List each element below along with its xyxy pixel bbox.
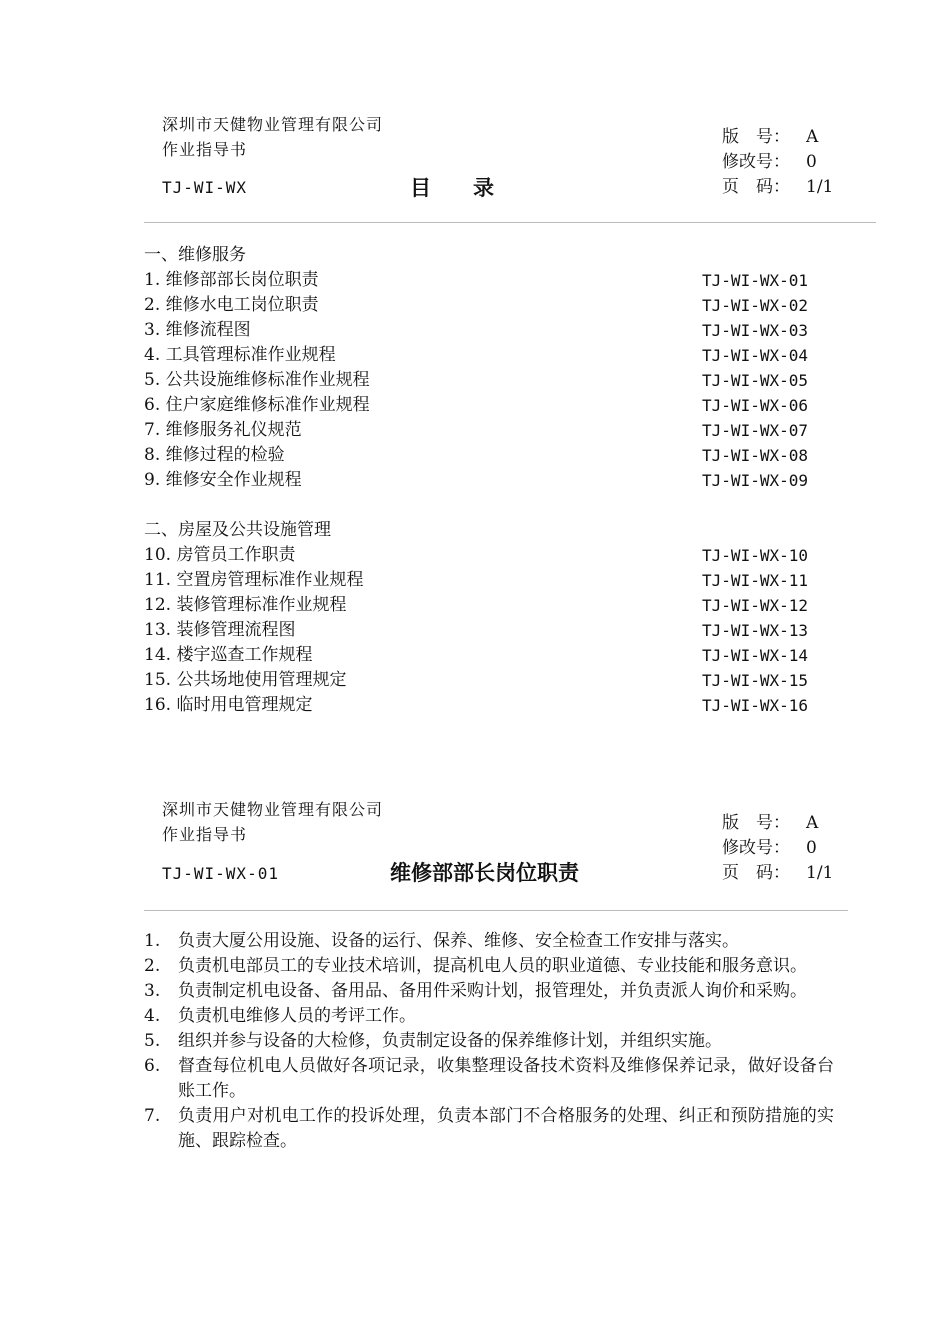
toc-item-label: 1. 维修部部长岗位职责 [144, 270, 319, 290]
toc-section-heading: 一、维修服务 [144, 245, 246, 265]
toc-item-code: TJ-WI-WX-11 [702, 571, 808, 590]
toc-item-label: 2. 维修水电工岗位职责 [144, 295, 319, 315]
item-text: 负责用户对机电工作的投诉处理，负责本部门不合格服务的处理、纠正和预防措施的实施、跟踪检查。 [178, 1106, 834, 1151]
toc-item[interactable] [144, 643, 808, 668]
doc-type: 作业指导书 [162, 825, 248, 844]
revision-row [722, 837, 817, 859]
version-value: A [806, 813, 819, 833]
toc-item[interactable] [144, 343, 808, 368]
item-number: 3. [144, 981, 161, 1001]
toc-item-code: TJ-WI-WX-08 [702, 446, 808, 465]
toc-item-code: TJ-WI-WX-14 [702, 646, 808, 665]
item-number: 4. [144, 1006, 161, 1026]
toc-item-code: TJ-WI-WX-04 [702, 346, 808, 365]
toc-item-code: TJ-WI-WX-10 [702, 546, 808, 565]
toc-item-label: 11. 空置房管理标准作业规程 [144, 570, 364, 590]
version-label: 版 号： [722, 813, 790, 833]
toc-item[interactable] [144, 618, 808, 643]
toc-item-label: 6. 住户家庭维修标准作业规程 [144, 395, 370, 415]
section-title: 维修部部长岗位职责 [390, 861, 579, 885]
toc-item-code: TJ-WI-WX-07 [702, 421, 808, 440]
toc-item[interactable] [144, 443, 808, 468]
item-text: 负责机电维修人员的考评工作。 [178, 1006, 416, 1026]
toc-item-code: TJ-WI-WX-13 [702, 621, 808, 640]
page-value: 1/1 [806, 177, 834, 197]
toc-item-label: 4. 工具管理标准作业规程 [144, 345, 336, 365]
toc-item[interactable] [144, 593, 808, 618]
item-number: 1. [144, 931, 161, 951]
item-number: 6. [144, 1056, 161, 1076]
toc-item-code: TJ-WI-WX-12 [702, 596, 808, 615]
page-label: 页 码： [722, 177, 790, 197]
toc-item[interactable] [144, 668, 808, 693]
item-text: 负责制定机电设备、备用品、备用件采购计划，报管理处，并负责派人询价和采购。 [178, 981, 807, 1001]
toc-item-label: 15. 公共场地使用管理规定 [144, 670, 347, 690]
list-item [144, 1029, 834, 1054]
toc-item[interactable] [144, 393, 808, 418]
revision-label: 修改号： [722, 152, 790, 172]
revision-row [722, 151, 817, 173]
list-item [144, 979, 834, 1004]
page-title: 目 录 [410, 176, 494, 200]
version-label: 版 号： [722, 127, 790, 147]
page-label: 页 码： [722, 863, 790, 883]
version-row [722, 812, 818, 834]
page-row [722, 862, 833, 884]
list-item [144, 1004, 834, 1029]
toc-item-label: 5. 公共设施维修标准作业规程 [144, 370, 370, 390]
item-text: 负责大厦公用设施、设备的运行、保养、维修、安全检查工作安排与落实。 [178, 931, 739, 951]
header-divider [144, 910, 848, 911]
toc-item-label: 8. 维修过程的检验 [144, 445, 285, 465]
toc-item-code: TJ-WI-WX-06 [702, 396, 808, 415]
toc-item[interactable] [144, 543, 808, 568]
version-row [722, 126, 818, 148]
item-text: 组织并参与设备的大检修，负责制定设备的保养维修计划，并组织实施。 [178, 1031, 722, 1051]
duties-list [144, 929, 834, 1154]
toc-item-code: TJ-WI-WX-05 [702, 371, 808, 390]
table-of-contents [144, 243, 808, 718]
revision-value: 0 [806, 152, 817, 172]
toc-item-label: 7. 维修服务礼仪规范 [144, 420, 302, 440]
toc-item[interactable] [144, 268, 808, 293]
doc-code: TJ-WI-WX [162, 178, 248, 197]
toc-item-code: TJ-WI-WX-01 [702, 271, 808, 290]
version-value: A [806, 127, 819, 147]
company-name: 深圳市天健物业管理有限公司 [162, 800, 384, 819]
item-number: 5. [144, 1031, 161, 1051]
toc-item[interactable] [144, 468, 808, 493]
item-text: 督查每位机电人员做好各项记录，收集整理设备技术资料及维修保养记录，做好设备台账工作。 [178, 1056, 834, 1101]
toc-item-label: 16. 临时用电管理规定 [144, 695, 313, 715]
toc-item[interactable] [144, 418, 808, 443]
header-divider [144, 222, 876, 223]
toc-section-heading: 二、房屋及公共设施管理 [144, 520, 331, 540]
toc-item-label: 13. 装修管理流程图 [144, 620, 296, 640]
toc-item-code: TJ-WI-WX-16 [702, 696, 808, 715]
toc-item[interactable] [144, 368, 808, 393]
section-spacer [144, 493, 808, 518]
toc-item-label: 12. 装修管理标准作业规程 [144, 595, 347, 615]
page-value: 1/1 [806, 863, 834, 883]
toc-item[interactable] [144, 693, 808, 718]
list-item [144, 954, 834, 979]
toc-item-code: TJ-WI-WX-02 [702, 296, 808, 315]
toc-item-code: TJ-WI-WX-15 [702, 671, 808, 690]
toc-item[interactable] [144, 293, 808, 318]
toc-item-code: TJ-WI-WX-09 [702, 471, 808, 490]
toc-item-code: TJ-WI-WX-03 [702, 321, 808, 340]
doc-type: 作业指导书 [162, 140, 248, 159]
company-name: 深圳市天健物业管理有限公司 [162, 115, 384, 134]
toc-item-label: 14. 楼宇巡查工作规程 [144, 645, 313, 665]
list-item [144, 1054, 834, 1104]
revision-value: 0 [806, 838, 817, 858]
revision-label: 修改号： [722, 838, 790, 858]
list-item [144, 929, 834, 954]
item-number: 2. [144, 956, 161, 976]
toc-item-label: 9. 维修安全作业规程 [144, 470, 302, 490]
item-text: 负责机电部员工的专业技术培训，提高机电人员的职业道德、专业技能和服务意识。 [178, 956, 807, 976]
list-item [144, 1104, 834, 1154]
doc-code: TJ-WI-WX-01 [162, 864, 279, 883]
page-row [722, 176, 833, 198]
item-number: 7. [144, 1106, 161, 1126]
toc-item-label: 10. 房管员工作职责 [144, 545, 296, 565]
toc-item-label: 3. 维修流程图 [144, 320, 251, 340]
toc-item[interactable] [144, 568, 808, 593]
toc-item[interactable] [144, 318, 808, 343]
